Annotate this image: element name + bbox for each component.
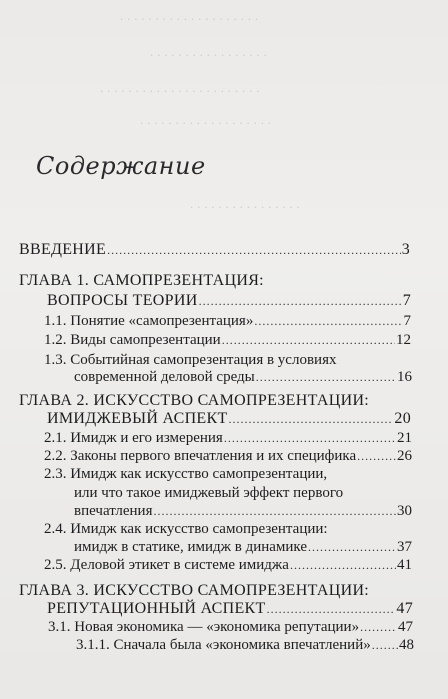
- toc-entry-label: впечатления: [74, 503, 153, 519]
- toc-page-number: 16: [397, 369, 412, 385]
- leader-dots: [357, 447, 396, 465]
- toc-entry-introduction[interactable]: [19, 241, 410, 259]
- leader-dots: [107, 241, 401, 259]
- toc-entry-label: 3.1. Новая экономика — «экономика репутации»: [48, 619, 360, 635]
- toc-page-number: 41: [397, 557, 412, 573]
- toc-entry-2-2[interactable]: [44, 447, 412, 465]
- toc-entry-label: 2.2. Законы первого впечатления и их специфика: [44, 448, 357, 464]
- toc-page-number: 7: [402, 292, 411, 309]
- toc-page-number: 20: [394, 410, 411, 427]
- toc-page-number: 3: [401, 241, 410, 258]
- toc-entry-chapter-2[interactable]: [47, 410, 411, 428]
- toc-chapter-heading[interactable]: ГЛАВА 1. САМОПРЕЗЕНТАЦИЯ:: [19, 272, 264, 289]
- toc-page-number: 21: [397, 430, 412, 446]
- toc-entry-2-3-line[interactable]: или что такое имиджевый эффект первого: [74, 485, 344, 501]
- toc-page-number: 7: [403, 313, 411, 329]
- toc-entry-label: имидж в статике, имидж в динамике: [74, 539, 308, 555]
- leader-dots: [256, 368, 396, 386]
- toc-entry-label: РЕПУТАЦИОННЫЙ АСПЕКТ: [47, 600, 266, 617]
- toc-entry-3-1[interactable]: [48, 618, 413, 636]
- contents-title: Содержание: [36, 152, 206, 180]
- toc-entry-label: ИМИДЖЕВЫЙ АСПЕКТ: [47, 410, 228, 427]
- toc-page-number: 48: [399, 637, 414, 653]
- bleed-through-text: . . . . . . . . . . . . . . . . .: [150, 44, 268, 59]
- toc-entry-2-4-line[interactable]: 2.4. Имидж как искусство самопрезентации:: [44, 521, 328, 537]
- bleed-through-text: . . . . . . . . . . . . . . . .: [190, 196, 301, 211]
- toc-entry-label: 1.1. Понятие «самопрезентация»: [44, 313, 254, 329]
- leader-dots: [360, 618, 397, 636]
- toc-entry-label: 2.5. Деловой этикет в системе имиджа: [44, 557, 289, 573]
- toc-entry-label: 1.2. Виды самопрезентации: [44, 332, 221, 348]
- toc-entry-1-3[interactable]: [74, 368, 412, 386]
- toc-entry-label: 3.1.1. Сначала была «экономика впечатлений»: [76, 637, 371, 653]
- bleed-through-text: . . . . . . . . . . . . . . . . . . . .: [120, 8, 259, 23]
- toc-entry-label: ВОПРОСЫ ТЕОРИИ: [47, 292, 198, 309]
- toc-entry-1-1[interactable]: [44, 312, 411, 330]
- toc-entry-2-3-line[interactable]: 2.3. Имидж как искусство самопрезентации,: [44, 466, 328, 482]
- toc-entry-2-4[interactable]: [74, 538, 412, 556]
- leader-dots: [308, 538, 396, 556]
- leader-dots: [154, 502, 397, 520]
- leader-dots: [290, 556, 396, 574]
- toc-page-number: 37: [397, 539, 412, 555]
- leader-dots: [267, 600, 396, 618]
- toc-entry-1-3-line[interactable]: 1.3. Событийная самопрезентация в условиях: [44, 352, 337, 368]
- toc-entry-2-3[interactable]: [74, 502, 412, 520]
- leader-dots: [224, 429, 396, 447]
- leader-dots: [199, 292, 402, 310]
- toc-entry-label: ВВЕДЕНИЕ: [19, 241, 107, 258]
- toc-entry-1-2[interactable]: [44, 331, 411, 349]
- toc-page-number: 47: [396, 600, 413, 617]
- toc-chapter-heading[interactable]: ГЛАВА 3. ИСКУССТВО САМОПРЕЗЕНТАЦИИ:: [19, 582, 370, 599]
- toc-entry-label: 2.1. Имидж и его измерения: [44, 430, 223, 446]
- toc-page-number: 47: [398, 619, 413, 635]
- toc-page-number: 12: [396, 332, 411, 348]
- toc-entry-3-1-1[interactable]: [76, 636, 414, 654]
- leader-dots: [229, 410, 394, 428]
- toc-entry-label: современной деловой среды: [74, 369, 255, 385]
- bleed-through-text: . . . . . . . . . . . . . . . . . . . . . . .: [100, 80, 260, 95]
- toc-entry-chapter-3[interactable]: [47, 600, 413, 618]
- toc-entry-2-1[interactable]: [44, 429, 412, 447]
- leader-dots: [254, 312, 402, 330]
- leader-dots: [222, 331, 395, 349]
- toc-chapter-heading[interactable]: ГЛАВА 2. ИСКУССТВО САМОПРЕЗЕНТАЦИИ:: [19, 392, 370, 409]
- leader-dots: [372, 636, 398, 654]
- bleed-through-text: . . . . . . . . . . . . . . . . . . .: [140, 112, 272, 127]
- toc-page-number: 26: [397, 448, 412, 464]
- toc-entry-chapter-1[interactable]: [47, 292, 411, 310]
- toc-page-number: 30: [397, 503, 412, 519]
- toc-entry-2-5[interactable]: [44, 556, 412, 574]
